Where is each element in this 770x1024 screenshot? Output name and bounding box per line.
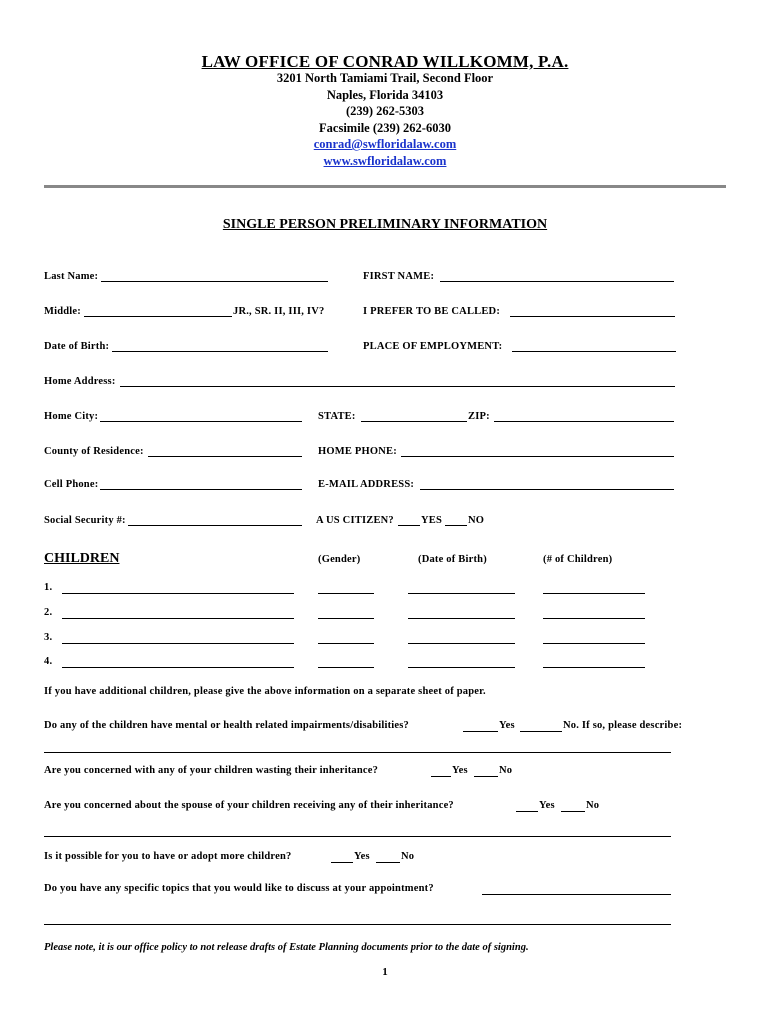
website-link[interactable]: www.swfloridalaw.com: [323, 153, 447, 168]
child-count-field[interactable]: [543, 618, 645, 619]
spouse-notes-field[interactable]: [44, 836, 671, 837]
count-column-header: (# of Children): [543, 554, 613, 565]
ssn-label: Social Security #:: [44, 515, 126, 526]
topics-field[interactable]: [482, 894, 671, 895]
home-address-field[interactable]: [120, 386, 675, 387]
child-name-field[interactable]: [62, 667, 294, 668]
firm-contact: [0, 70, 770, 169]
home-city-label: Home City:: [44, 411, 99, 422]
form-title: SINGLE PERSON PRELIMINARY INFORMATION: [222, 217, 548, 232]
adopt-no-label: No: [401, 851, 415, 862]
middle-name-label: Middle:: [44, 306, 81, 317]
first-name-field[interactable]: [440, 281, 674, 282]
dob-column-header: (Date of Birth): [418, 554, 487, 565]
impairments-yes-blank[interactable]: [463, 731, 498, 732]
spouse-no-label: No: [586, 800, 600, 811]
impairments-no-label: No. If so, please describe:: [563, 720, 683, 731]
address-line-2: Naples, Florida 34103: [326, 87, 444, 102]
impairments-description-field[interactable]: [44, 752, 671, 753]
impairments-no-blank[interactable]: [520, 731, 562, 732]
home-city-field[interactable]: [100, 421, 302, 422]
dob-field[interactable]: [112, 351, 328, 352]
zip-field[interactable]: [494, 421, 674, 422]
citizen-no-blank[interactable]: [445, 525, 467, 526]
child-dob-field[interactable]: [408, 618, 515, 619]
child-dob-field[interactable]: [408, 667, 515, 668]
child-dob-field[interactable]: [408, 593, 515, 594]
children-title: CHILDREN: [44, 551, 120, 566]
child-gender-field[interactable]: [318, 667, 374, 668]
suffix-label: JR., SR. II, III, IV?: [233, 306, 325, 317]
fax: Facsimile (239) 262-6030: [319, 120, 451, 135]
impairments-question: Do any of the children have mental or health related impairments/disabilities?: [44, 720, 410, 731]
home-address-label: Home Address:: [44, 376, 116, 387]
adopt-no-blank[interactable]: [376, 862, 400, 863]
child-dob-field[interactable]: [408, 643, 515, 644]
adopt-yes-label: Yes: [354, 851, 370, 862]
home-phone-field[interactable]: [401, 456, 674, 457]
child-name-field[interactable]: [62, 643, 294, 644]
office-policy-note: Please note, it is our office policy to not release drafts of Estate Planning documents prior to the date of signing.: [44, 942, 529, 953]
preferred-name-field[interactable]: [510, 316, 675, 317]
child-gender-field[interactable]: [318, 643, 374, 644]
email-label: E-MAIL ADDRESS:: [318, 479, 415, 490]
citizen-yes-blank[interactable]: [398, 525, 420, 526]
impairments-yes-label: Yes: [499, 720, 515, 731]
home-phone-label: HOME PHONE:: [318, 446, 397, 457]
zip-label: ZIP:: [468, 411, 490, 422]
citizen-no-label: NO: [468, 515, 485, 526]
wasting-no-blank[interactable]: [474, 776, 498, 777]
email-field[interactable]: [420, 489, 674, 490]
child-row-number: 3.: [44, 632, 53, 643]
citizen-label: A US CITIZEN?: [316, 515, 394, 526]
child-row-number: 2.: [44, 607, 53, 618]
preferred-name-label: I PREFER TO BE CALLED:: [363, 306, 501, 317]
topics-field-continued[interactable]: [44, 924, 671, 925]
spouse-yes-blank[interactable]: [516, 811, 538, 812]
page-number: 1: [382, 966, 388, 978]
middle-name-field[interactable]: [84, 316, 232, 317]
spouse-question: Are you concerned about the spouse of your children receiving any of their inheritance?: [44, 800, 454, 811]
address-line-1: 3201 North Tamiami Trail, Second Floor: [276, 71, 494, 85]
header-divider: [44, 185, 726, 188]
child-row-number: 1.: [44, 582, 53, 593]
adopt-yes-blank[interactable]: [331, 862, 353, 863]
employment-field[interactable]: [512, 351, 676, 352]
email-link[interactable]: conrad@swfloridalaw.com: [313, 137, 457, 151]
citizen-yes-label: YES: [421, 515, 443, 526]
employment-label: PLACE OF EMPLOYMENT:: [363, 341, 503, 352]
gender-column-header: (Gender): [318, 554, 361, 565]
firm-name: LAW OFFICE OF CONRAD WILLKOMM, P.A.: [201, 52, 569, 71]
child-count-field[interactable]: [543, 667, 645, 668]
wasting-no-label: No: [499, 765, 513, 776]
phone: (239) 262-5303: [345, 104, 425, 118]
wasting-yes-blank[interactable]: [431, 776, 451, 777]
state-label: STATE:: [318, 411, 356, 422]
county-field[interactable]: [148, 456, 302, 457]
wasting-yes-label: Yes: [452, 765, 468, 776]
child-gender-field[interactable]: [318, 593, 374, 594]
child-row-number: 4.: [44, 656, 53, 667]
cell-phone-label: Cell Phone:: [44, 479, 99, 490]
child-gender-field[interactable]: [318, 618, 374, 619]
wasting-question: Are you concerned with any of your children wasting their inheritance?: [44, 765, 379, 776]
adopt-question: Is it possible for you to have or adopt more children?: [44, 851, 292, 862]
ssn-field[interactable]: [128, 525, 302, 526]
spouse-no-blank[interactable]: [561, 811, 585, 812]
child-count-field[interactable]: [543, 643, 645, 644]
additional-children-note: If you have additional children, please give the above information on a separate sheet of paper.: [44, 686, 486, 697]
topics-question: Do you have any specific topics that you would like to discuss at your appointment?: [44, 883, 434, 894]
dob-label: Date of Birth:: [44, 341, 110, 352]
child-count-field[interactable]: [543, 593, 645, 594]
state-field[interactable]: [361, 421, 467, 422]
county-label: County of Residence:: [44, 446, 144, 457]
child-name-field[interactable]: [62, 618, 294, 619]
first-name-label: FIRST NAME:: [363, 271, 435, 282]
child-name-field[interactable]: [62, 593, 294, 594]
spouse-yes-label: Yes: [539, 800, 555, 811]
last-name-field[interactable]: [101, 281, 328, 282]
last-name-label: Last Name:: [44, 271, 99, 282]
cell-phone-field[interactable]: [100, 489, 302, 490]
